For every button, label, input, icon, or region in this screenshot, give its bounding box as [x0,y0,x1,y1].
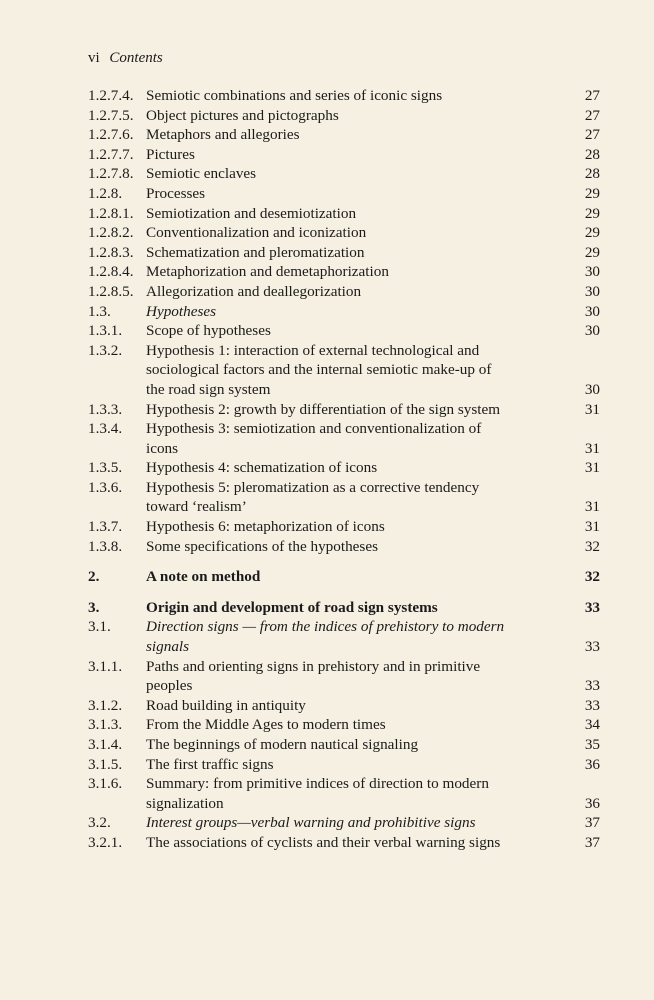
toc-entry-number: 2. [88,568,100,586]
toc-entry-page: 29 [584,184,600,202]
toc-entry-number: 1.3.4. [88,420,123,438]
toc-entry [88,302,600,322]
toc-entry [88,321,600,341]
toc-entry-number: 3.2. [88,814,111,832]
page-numeral: vi [88,50,100,66]
toc-entry-page: 28 [584,145,600,163]
toc-entry [88,145,600,165]
table-of-contents [88,86,600,853]
toc-entry-number: 3.1.5. [88,755,123,773]
toc-entry-title: Hypothesis 1: interaction of external technological and sociological factors and the internal semiotic make-up of the road sign system [146,341,492,398]
toc-entry-number: 1.3.1. [88,322,123,340]
toc-entry [88,262,600,282]
toc-entry-title: Metaphorization and demetaphorization [146,263,389,281]
toc-entry-page: 31 [584,518,600,536]
toc-entry-page: 27 [584,126,600,144]
toc-entry-title: Hypothesis 6: metaphorization of icons [146,518,385,536]
toc-entry-number: 1.2.8.1. [88,204,134,222]
toc-entry-number: 1.2.8. [88,184,123,202]
toc-entry-number: 3. [88,598,100,616]
toc-entry-title: Interest groups—verbal warning and prohibitive signs [146,814,476,832]
toc-entry [88,567,600,587]
toc-entry-title: Object pictures and pictographs [146,106,339,124]
toc-entry-page: 32 [584,568,600,586]
toc-entry-page: 29 [584,243,600,261]
toc-entry-number: 3.1.3. [88,716,123,734]
toc-entry-title: Pictures [146,145,195,163]
toc-entry-number: 1.3.2. [88,341,123,359]
toc-entry-page: 31 [584,498,600,516]
toc-entry-title: Summary: from primitive indices of direction to modern signalization [146,775,489,812]
toc-entry [88,184,600,204]
toc-entry-page: 27 [584,87,600,104]
toc-entry-title: Origin and development of road sign systems [146,598,438,616]
toc-entry-number: 1.2.7.7. [88,145,134,163]
toc-entry [88,106,600,126]
toc-entry-number: 3.1. [88,618,111,636]
running-head [88,50,163,67]
toc-entry-number: 1.2.7.8. [88,165,134,183]
toc-entry-title: Metaphors and allegories [146,126,300,144]
toc-entry-page: 35 [584,736,600,753]
toc-entry-title: Allegorization and deallegorization [146,282,362,300]
toc-entry [88,164,600,184]
toc-entry-number: 1.3.3. [88,400,123,418]
toc-entry [88,517,600,537]
toc-entry-page: 33 [584,598,600,616]
toc-entry-number: 1.2.8.3. [88,243,134,261]
toc-entry-number: 1.2.8.2. [88,224,134,242]
toc-entry [88,243,600,263]
toc-entry-page: 27 [584,106,600,124]
toc-entry [88,478,600,517]
toc-entry [88,813,600,833]
toc-entry-title: The first traffic signs [146,755,274,773]
toc-entry [88,833,600,853]
toc-entry-title: Semiotic enclaves [146,165,257,183]
toc-entry-page: 33 [584,638,600,656]
toc-entry-number: 1.3.5. [88,459,123,477]
toc-entry [88,537,600,557]
toc-entry-number: 1.2.8.5. [88,282,134,300]
toc-entry-number: 1.3. [88,302,111,320]
toc-entry-number: 3.1.4. [88,736,123,753]
toc-entry [88,419,600,458]
toc-entry [88,735,600,755]
toc-entry-page: 36 [584,755,600,773]
toc-entry [88,458,600,478]
toc-entry-title: The associations of cyclists and their verbal warning signs [146,833,501,851]
toc-entry-title: The beginnings of modern nautical signaling [146,736,419,753]
toc-entry-page: 33 [584,696,600,714]
toc-entry [88,223,600,243]
toc-entry-page: 32 [584,537,600,555]
toc-entry [88,598,600,618]
toc-entry-page: 30 [584,302,600,320]
toc-entry-title: A note on method [146,568,261,586]
toc-entry [88,86,600,106]
toc-entry-page: 31 [584,439,600,457]
toc-entry-number: 1.2.7.6. [88,126,134,144]
toc-entry-title: Hypothesis 4: schematization of icons [146,459,378,477]
toc-entry-page: 30 [584,263,600,281]
toc-entry-number: 3.1.6. [88,775,123,793]
toc-entry-number: 3.2.1. [88,833,123,851]
toc-entry-page: 29 [584,204,600,222]
section-gap [88,556,600,567]
toc-entry-page: 30 [584,380,600,398]
toc-entry-title: From the Middle Ages to modern times [146,716,386,734]
toc-entry [88,774,600,813]
toc-entry [88,282,600,302]
toc-entry-number: 1.2.7.4. [88,87,134,104]
toc-entry-page: 30 [584,322,600,340]
toc-entry-number: 1.3.6. [88,478,123,496]
toc-entry [88,125,600,145]
toc-entry-page: 30 [584,282,600,300]
toc-entry-title: Schematization and pleromatization [146,243,365,261]
toc-entry-page: 31 [584,459,600,477]
toc-entry-title: Semiotization and desemiotization [146,204,357,222]
toc-entry [88,696,600,716]
toc-entry-title: Hypotheses [146,302,217,320]
toc-entry-title: Processes [146,184,206,202]
toc-entry-number: 1.2.8.4. [88,263,134,281]
toc-entry [88,755,600,775]
toc-entry [88,341,600,400]
toc-entry-page: 36 [584,794,600,812]
toc-entry-page: 29 [584,224,600,242]
toc-entry [88,400,600,420]
toc-entry-title: Direction signs — from the indices of prehistory to modern signals [146,618,505,656]
toc-entry [88,204,600,224]
toc-entry [88,617,600,656]
toc-entry [88,657,600,696]
toc-entry-page: 28 [584,165,600,183]
toc-entry [88,715,600,735]
toc-entry-title: Hypothesis 2: growth by differentiation of the sign system [146,400,501,418]
toc-entry-title: Paths and orienting signs in prehistory and in primitive peoples [146,657,481,695]
toc-entry-page: 34 [584,716,600,734]
toc-entry-number: 1.3.7. [88,518,123,536]
toc-entry-title: Scope of hypotheses [146,322,271,340]
toc-entry-title: Semiotic combinations and series of iconic signs [146,87,443,104]
toc-entry-number: 1.2.7.5. [88,106,134,124]
toc-entry-page: 37 [584,833,600,851]
toc-entry-number: 3.1.2. [88,696,123,714]
toc-entry-page: 37 [584,814,600,832]
toc-entry-number: 1.3.8. [88,537,123,555]
toc-entry-title: Conventionalization and iconization [146,224,367,242]
toc-entry-title: Some specifications of the hypotheses [146,537,378,555]
toc-entry-title: Road building in antiquity [146,696,306,714]
toc-entry-page: 33 [584,677,600,695]
toc-entry-number: 3.1.1. [88,657,123,675]
toc-entry-page: 31 [584,400,600,418]
running-head-title: Contents [109,50,163,66]
toc-entry-title: Hypothesis 5: pleromatization as a corrective tendency toward ‘realism’ [146,478,480,516]
section-gap [88,587,600,598]
toc-entry-title: Hypothesis 3: semiotization and conventionalization of icons [146,420,482,457]
